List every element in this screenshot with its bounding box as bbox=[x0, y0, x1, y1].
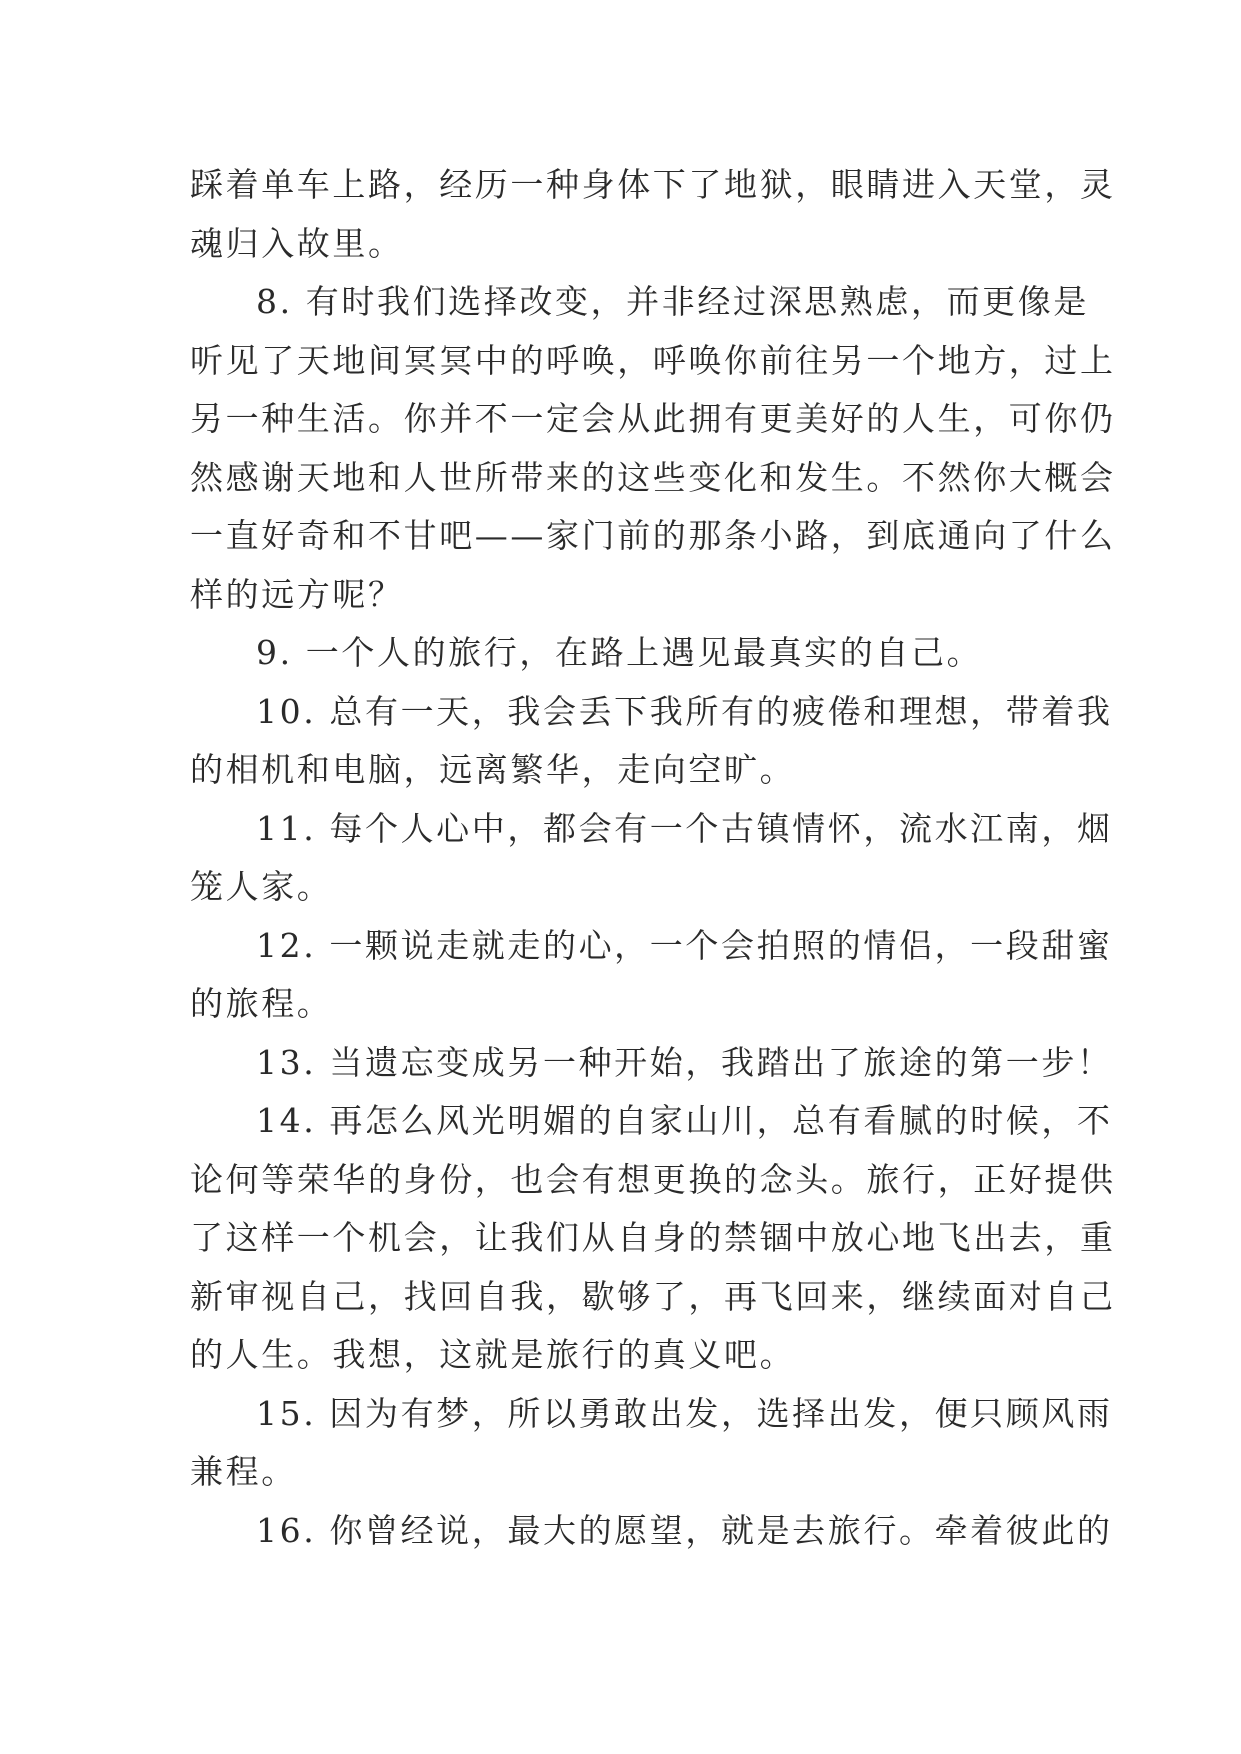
paragraph-8-start: 8. 有时我们选择改变，并非经过深思熟虑，而更像是 bbox=[256, 282, 1089, 321]
text-line: 了这样一个机会，让我们从自身的禁锢中放心地飞出去，重 bbox=[190, 1218, 1116, 1257]
paragraph-13-start: 13. 当遗忘变成另一种开始，我踏出了旅途的第一步！ bbox=[256, 1042, 1113, 1082]
paragraph-16-start: 16. 你曾经说，最大的愿望，就是去旅行。牵着彼此的 bbox=[256, 1510, 1113, 1550]
text-line: 的人生。我想，这就是旅行的真义吧。 bbox=[190, 1335, 796, 1374]
paragraph-10-start: 10. 总有一天，我会丢下我所有的疲倦和理想，带着我 bbox=[256, 691, 1113, 731]
text-line: 魂归入故里。 bbox=[190, 223, 404, 263]
text-line: 兼程。 bbox=[190, 1452, 297, 1491]
paragraph-11-start: 11. 每个人心中，都会有一个古镇情怀，流水江南，烟 bbox=[256, 808, 1113, 848]
document-page bbox=[190, 156, 1116, 1560]
text-line: 听见了天地间冥冥中的呼唤，呼唤你前往另一个地方，过上 bbox=[190, 340, 1116, 380]
text-line: 样的远方呢？ bbox=[190, 574, 404, 614]
paragraph-14-start: 14. 再怎么风光明媚的自家山川，总有看腻的时候，不 bbox=[256, 1101, 1113, 1140]
text-line: 然感谢天地和人世所带来的这些变化和发生。不然你大概会 bbox=[190, 457, 1116, 497]
text-line: 论何等荣华的身份，也会有想更换的念头。旅行，正好提供 bbox=[190, 1159, 1116, 1199]
text-line: 一直好奇和不甘吧——家门前的那条小路，到底通向了什么 bbox=[190, 516, 1116, 555]
text-line: 踩着单车上路，经历一种身体下了地狱，眼睛进入天堂，灵 bbox=[190, 165, 1116, 204]
paragraph-15-start: 15. 因为有梦，所以勇敢出发，选择出发，便只顾风雨 bbox=[256, 1393, 1113, 1433]
text-line: 新审视自己，找回自我，歇够了，再飞回来，继续面对自己 bbox=[190, 1276, 1116, 1316]
text-line: 的旅程。 bbox=[190, 984, 333, 1023]
paragraph-9-start: 9. 一个人的旅行，在路上遇见最真实的自己。 bbox=[256, 633, 983, 672]
text-line: 的相机和电脑，远离繁华，走向空旷。 bbox=[190, 750, 796, 789]
text-line: 另一种生活。你并不一定会从此拥有更美好的人生，可你仍 bbox=[190, 399, 1116, 438]
text-line: 笼人家。 bbox=[190, 867, 333, 906]
paragraph-12-start: 12. 一颗说走就走的心，一个会拍照的情侣，一段甜蜜 bbox=[256, 925, 1113, 965]
